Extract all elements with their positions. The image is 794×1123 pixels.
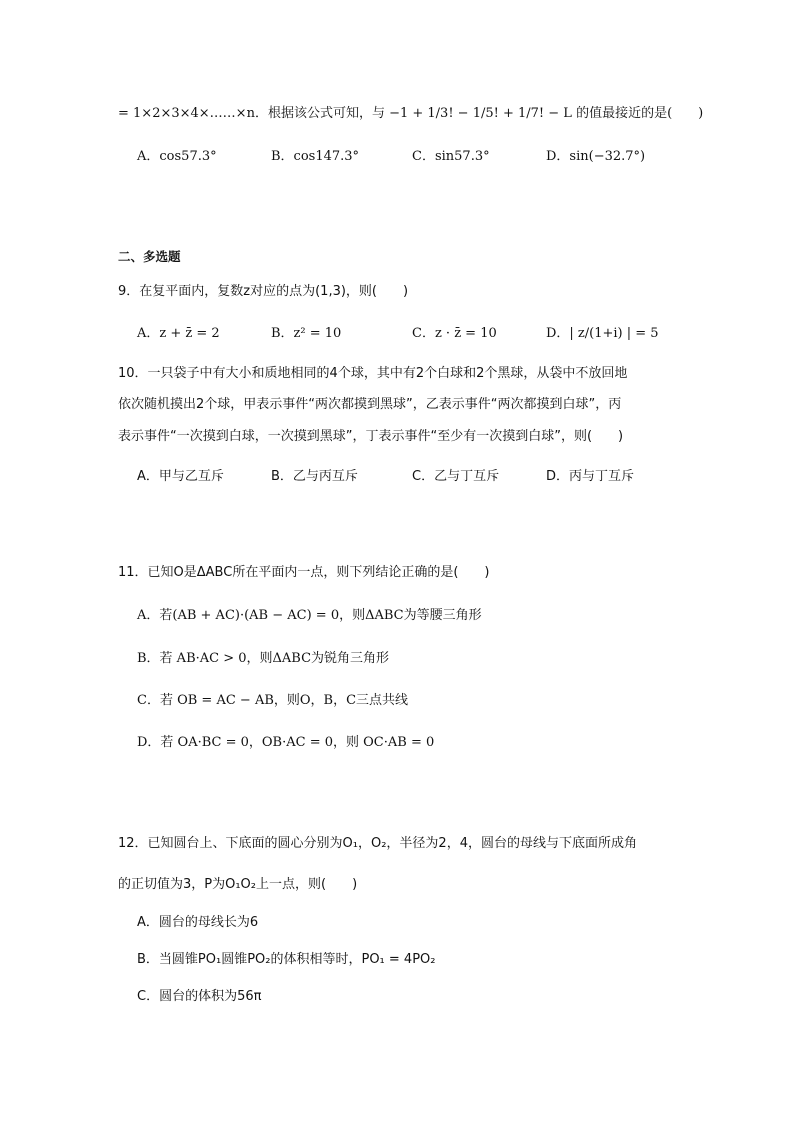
q11-option-b: B．若 AB·AC > 0，则ΔABC为锐角三角形 xyxy=(137,651,390,666)
q10-option-a: A．甲与乙互斥 xyxy=(137,469,224,484)
q12-option-c: C．圆台的体积为56π xyxy=(137,989,262,1004)
q11-option-a: A．若(AB + AC)·(AB − AC) = 0，则ΔABC为等腰三角形 xyxy=(137,608,482,623)
q12-stem-line-1: 12．已知圆台上、下底面的圆心分别为O₁，O₂，半径为2，4，圆台的母线与下底面所成角 xyxy=(118,836,637,851)
q8-option-a: A．cos57.3° xyxy=(137,149,217,164)
q10-option-b: B．乙与丙互斥 xyxy=(271,469,358,484)
section-title: 二、多选题 xyxy=(118,249,181,264)
q10-option-c: C．乙与丁互斥 xyxy=(412,469,500,484)
q11-stem: 11．已知O是ΔABC所在平面内一点，则下列结论正确的是( ) xyxy=(118,565,490,580)
q9-option-c: C．z · z̄ = 10 xyxy=(412,326,497,341)
q12-option-a: A．圆台的母线长为6 xyxy=(137,915,259,930)
q11-option-d: D．若 OA·BC = 0，OB·AC = 0，则 OC·AB = 0 xyxy=(137,735,435,750)
q8-option-d: D．sin(−32.7°) xyxy=(546,149,646,164)
q8-option-b: B．cos147.3° xyxy=(271,149,360,164)
q10-stem-line-2: 依次随机摸出2个球，甲表示事件“两次都摸到黑球”，乙表示事件“两次都摸到白球”，丙 xyxy=(118,397,622,412)
q10-stem-line-3: 表示事件“一次摸到白球，一次摸到黑球”，丁表示事件“至少有一次摸到白球”，则( ) xyxy=(118,429,624,444)
q9-option-d: D．| z/(1+i) | = 5 xyxy=(546,326,659,341)
q10-option-d: D．丙与丁互斥 xyxy=(546,469,635,484)
q9-stem: 9．在复平面内，复数z对应的点为(1,3)，则( ) xyxy=(118,284,409,299)
q11-option-c: C．若 OB = AC − AB，则O，B，C三点共线 xyxy=(137,693,409,708)
q12-option-b: B．当圆锥PO₁圆锥PO₂的体积相等时，PO₁ = 4PO₂ xyxy=(137,952,436,967)
q10-stem-line-1: 10．一只袋子中有大小和质地相同的4个球，其中有2个白球和2个黑球，从袋中不放回地 xyxy=(118,366,628,381)
q8-continuation-line: = 1×2×3×4×……×n．根据该公式可知，与 −1 + 1/3! − 1/5! + 1/7! − L 的值最接近的是( ) xyxy=(118,106,704,121)
q12-stem-line-2: 的正切值为3，P为O₁O₂上一点，则( ) xyxy=(118,877,358,892)
q9-option-a: A．z + z̄ = 2 xyxy=(137,326,220,341)
q8-option-c: C．sin57.3° xyxy=(412,149,490,164)
q9-option-b: B．z² = 10 xyxy=(271,326,342,341)
